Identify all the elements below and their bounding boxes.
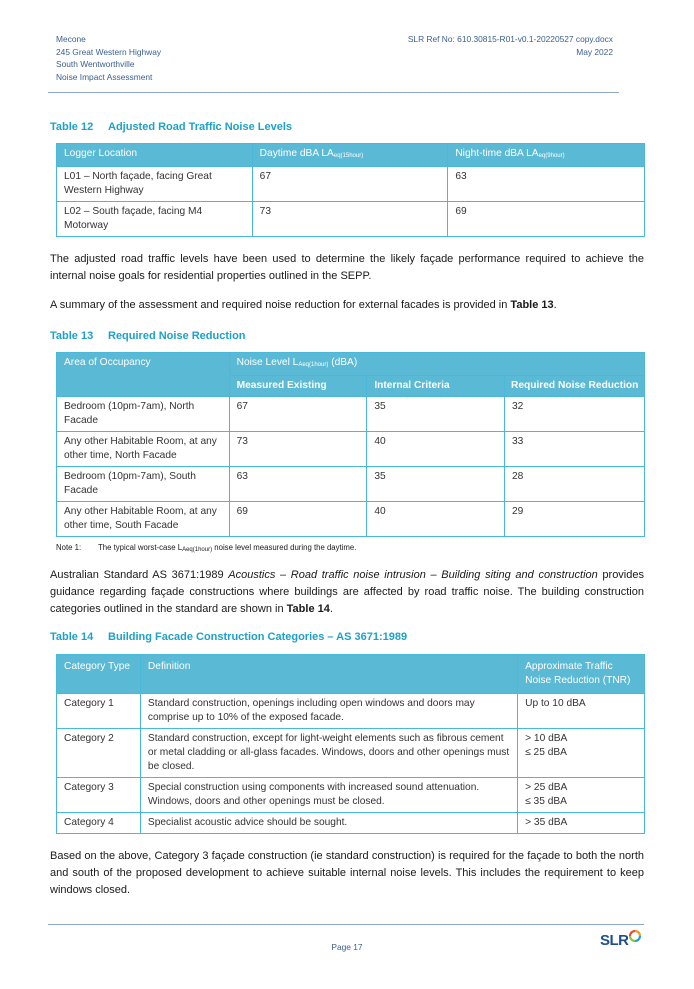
table14-header-definition: Definition [140, 655, 517, 694]
header-ref: SLR Ref No: 610.30815-R01-v0.1-20220527 copy.docx [407, 34, 613, 44]
table-row [57, 729, 645, 778]
table13-cell-measured: 67 [229, 397, 367, 432]
table12-cell-daytime: 67 [252, 167, 448, 202]
paragraph-conclusion: Based on the above, Category 3 façade construction (ie standard construction) is required for the façade to both the north and south of the proposed development to achieve suitable internal noise levels. This includes the requirement to keep windows closed. [50, 850, 644, 896]
slr-logo [600, 932, 629, 950]
table13-reference: Table 13 [510, 299, 554, 311]
table14-cell-definition: Specialist acoustic advice should be sought. [140, 813, 517, 834]
table12-cell-daytime: 73 [252, 202, 448, 237]
table13-cell-area: Any other Habitable Room, at any other time, North Facade [57, 432, 230, 467]
table14-cell-tnr: Up to 10 dBA [518, 694, 645, 729]
table13-cell-reduction: 28 [505, 467, 645, 502]
table13-cell-measured: 63 [229, 467, 367, 502]
table13-cell-reduction: 33 [505, 432, 645, 467]
table14-header-row [57, 655, 645, 694]
table13-header-area-spacer [57, 376, 230, 397]
table12-cell-location: L02 – South façade, facing M4 Motorway [57, 202, 253, 237]
table-row [57, 694, 645, 729]
table14-header-category: Category Type [57, 655, 141, 694]
table13-cell-measured: 69 [229, 502, 367, 537]
table13-subheader-row [57, 376, 645, 397]
table14-cell-category: Category 2 [57, 729, 141, 778]
table14-cell-category: Category 4 [57, 813, 141, 834]
footer-divider [48, 924, 644, 925]
table12-header-daytime: Daytime dBA $LA_{eq(15hour)}$ [252, 144, 448, 167]
header-divider [48, 92, 619, 93]
table14-cell-tnr: > 25 dBA ≤ 35 dBA [518, 778, 645, 813]
table12-caption [50, 121, 292, 133]
table13-cell-area: Bedroom (10pm-7am), South Facade [57, 467, 230, 502]
standard-title: Acoustics – Road traffic noise intrusion – Building siting and construction [228, 569, 598, 581]
paragraph-summary: A summary of the assessment and required noise reduction for external facades is provided in Table 13. [50, 299, 557, 311]
table12-cell-location: L01 – North façade, facing Great Western Highway [57, 167, 253, 202]
table14-cell-tnr: > 35 dBA [518, 813, 645, 834]
table13-cell-area: Any other Habitable Room, at any other time, South Facade [57, 502, 230, 537]
header-street: 245 Great Western Highway [56, 46, 162, 57]
table13-cell-criteria: 35 [367, 397, 505, 432]
table13-cell-reduction: 32 [505, 397, 645, 432]
table13-title: Required Noise Reduction [108, 330, 246, 342]
table-row [57, 202, 645, 237]
table-row [57, 502, 645, 537]
table12-cell-nighttime: 69 [448, 202, 645, 237]
header-date: May 2022 [576, 46, 613, 57]
table14-title: Building Facade Construction Categories – AS 3671:1989 [108, 631, 408, 643]
table-row [57, 778, 645, 813]
table13-header-criteria: Internal Criteria [367, 376, 505, 397]
table14-cell-tnr: > 10 dBA ≤ 25 dBA [518, 729, 645, 778]
table12-title: Adjusted Road Traffic Noise Levels [108, 121, 292, 133]
table13-cell-criteria: 40 [367, 432, 505, 467]
table-row [57, 397, 645, 432]
table14-caption [50, 631, 407, 643]
table-row [57, 467, 645, 502]
table13-header-noise-level: Noise Level $L_{Aeq(1hour)}$ (dBA) [229, 353, 644, 376]
table-row [57, 432, 645, 467]
paragraph-as3671: Australian Standard AS 3671:1989 Acoustics – Road traffic noise intrusion – Building siting and construction provides guidance regarding façade constructions where buildings are affected by road traffic noise. The building construction categories outlined in the standard are shown in Table 14. [50, 569, 644, 615]
table14-cell-category: Category 1 [57, 694, 141, 729]
table-row [57, 167, 645, 202]
header-doc-title: Noise Impact Assessment [56, 71, 153, 82]
table13-cell-area: Bedroom (10pm-7am), North Facade [57, 397, 230, 432]
table14-reference: Table 14 [286, 603, 330, 615]
table14-number: Table 14 [50, 631, 94, 643]
table12 [56, 143, 645, 237]
table14-cell-definition: Standard construction, openings including open windows and doors may comprise up to 10% of the exposed facade. [140, 694, 517, 729]
table13-header-area: Area of Occupancy [57, 353, 230, 376]
table12-header-nighttime: Night-time dBA $LA_{eq(9hour)}$ [448, 144, 645, 167]
table13-caption [50, 330, 246, 342]
table13-header-row [57, 353, 645, 376]
table13-header-measured: Measured Existing [229, 376, 367, 397]
table13-cell-measured: 73 [229, 432, 367, 467]
table13-cell-criteria: 35 [367, 467, 505, 502]
paragraph-facade-performance: The adjusted road traffic levels have been used to determine the likely façade performance required to achieve the internal noise goals for residential properties outlined in the SEPP. [50, 253, 644, 282]
table13-note: Note 1: The typical worst-case $L_{Aeq(1hour)}$ noise level measured during the daytime. [56, 543, 357, 553]
table12-cell-nighttime: 63 [448, 167, 645, 202]
table13-number: Table 13 [50, 330, 94, 342]
table13-cell-reduction: 29 [505, 502, 645, 537]
slr-logo-text: SLR [600, 932, 629, 949]
table14 [56, 654, 645, 834]
table12-header-row [57, 144, 645, 167]
header-suburb: South Wentworthville [56, 59, 135, 69]
table14-cell-definition: Standard construction, except for light-weight elements such as fibrous cement or metal cladding or all-glass facades. Windows, doors and other openings must be closed. [140, 729, 517, 778]
table13-cell-criteria: 40 [367, 502, 505, 537]
table14-header-tnr: Approximate Traffic Noise Reduction (TNR) [518, 655, 645, 694]
table12-header-location: Logger Location [57, 144, 253, 167]
page-number: Page 17 [331, 942, 363, 952]
table14-cell-category: Category 3 [57, 778, 141, 813]
table12-number: Table 12 [50, 121, 94, 133]
table-row [57, 813, 645, 834]
header-client: Mecone [56, 34, 86, 44]
table13 [56, 352, 645, 537]
slr-logo-mark-icon [629, 930, 641, 942]
table13-header-reduction: Required Noise Reduction [505, 376, 645, 397]
note-label: Note 1: [56, 543, 82, 552]
header-ref-block [408, 33, 613, 58]
table14-cell-definition: Special construction using components with increased sound attenuation. Windows, doors and other openings must be closed. [140, 778, 517, 813]
header-address-block [56, 33, 161, 83]
